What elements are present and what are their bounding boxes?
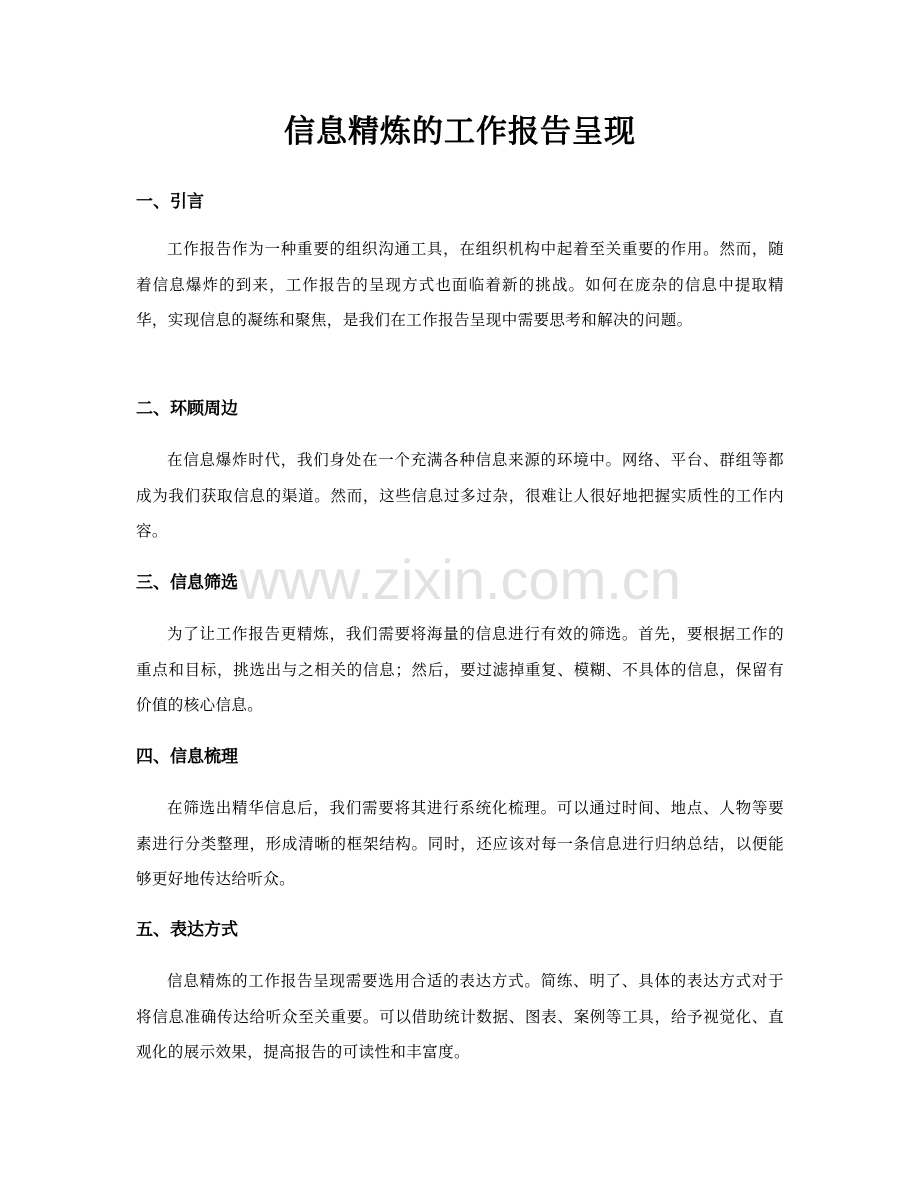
section-body-organizing: 在筛选出精华信息后，我们需要将其进行系统化梳理。可以通过时间、地点、人物等要素进行分类整理，形成清晰的框架结构。同时，还应该对每一条信息进行归纳总结，以便能够更好地传达给听众。 (136, 799, 784, 888)
section-body-introduction: 工作报告作为一种重要的组织沟通工具，在组织机构中起着至关重要的作用。然而，随着信息爆炸的到来，工作报告的呈现方式也面临着新的挑战。如何在庞杂的信息中提取精华，实现信息的凝练和聚焦，是我们在工作报告呈现中需要思考和解决的问题。 (136, 240, 784, 329)
section-heading-expression: 五、表达方式 (136, 920, 238, 940)
section-heading-surroundings: 二、环顾周边 (136, 399, 238, 419)
section-body-filtering: 为了让工作报告更精炼，我们需要将海量的信息进行有效的筛选。首先，要根据工作的重点和目标，挑选出与之相关的信息；然后，要过滤掉重复、模糊、不具体的信息，保留有价值的核心信息。 (136, 625, 784, 714)
section-body-expression: 信息精炼的工作报告呈现需要选用合适的表达方式。简练、明了、具体的表达方式对于将信息准确传达给听众至关重要。可以借助统计数据、图表、案例等工具，给予视觉化、直观化的展示效果，提高报告的可读性和丰富度。 (136, 972, 784, 1061)
watermark: www.zixin.com.cn (239, 548, 681, 611)
section-body-surroundings: 在信息爆炸时代，我们身处在一个充满各种信息来源的环境中。网络、平台、群组等都成为我们获取信息的渠道。然而，这些信息过多过杂，很难让人很好地把握实质性的工作内容。 (136, 451, 784, 540)
section-heading-organizing: 四、信息梳理 (136, 747, 238, 767)
document-title: 信息精炼的工作报告呈现 (284, 114, 636, 150)
section-heading-filtering: 三、信息筛选 (136, 573, 238, 593)
section-heading-introduction: 一、引言 (136, 192, 204, 212)
